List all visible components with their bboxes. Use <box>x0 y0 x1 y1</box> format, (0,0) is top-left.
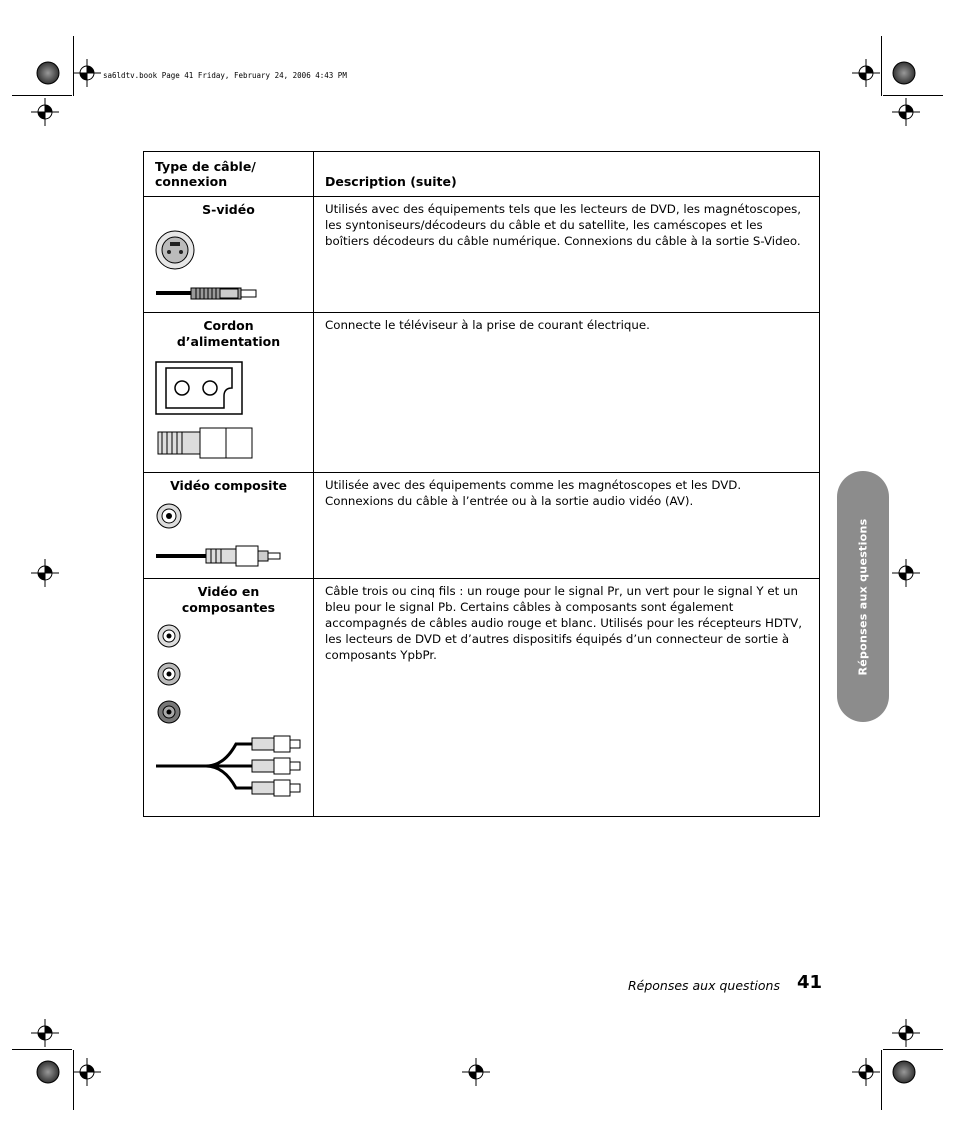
table-row <box>144 313 820 473</box>
cable-description: Câble trois ou cinq fils : un rouge pour le signal Pr, un vert pour le signal Y et un bleu pour le signal Pb. Certains câbles à composants sont également accompagnés de câbles audio rouge et blanc. Utilisés pour les récepteurs HDTV, les lecteurs de DVD et d’autres dispositifs équipés d’un connecteur de sortie à composants YpbPr. <box>325 584 802 662</box>
cable-description: Connecte le téléviseur à la prise de courant électrique. <box>325 318 650 332</box>
print-header: sa6ldtv.book Page 41 Friday, February 24, 2006 4:43 PM <box>103 71 347 80</box>
cable-type-label: S-vidéo <box>202 202 255 217</box>
power-cord-icon <box>144 350 314 468</box>
cable-type-label: Vidéo composite <box>170 478 287 493</box>
table-row <box>144 579 820 817</box>
cable-description: Utilisée avec des équipements comme les magnétoscopes et les DVD. Connexions du câble à l’entrée ou à la sortie audio vidéo (AV). <box>325 478 742 508</box>
type-cell <box>144 197 314 313</box>
component-connectors-icon <box>144 616 314 812</box>
s-video-connector-icon <box>144 218 314 308</box>
type-cell <box>144 473 314 579</box>
column-header-type-line2: connexion <box>155 174 228 189</box>
page-number: 41 <box>797 972 823 993</box>
table-header-row <box>144 152 820 197</box>
cable-type-label-line1: Cordon <box>203 318 254 333</box>
section-side-tab <box>837 471 889 722</box>
table-row <box>144 473 820 579</box>
cable-description: Utilisés avec des équipements tels que les lecteurs de DVD, les magnétoscopes, les syntoniseurs/décodeurs du câble et du satellite, les caméscopes et les boîtiers décodeurs du câble numérique. Connexions du câble à la sortie S-Video. <box>325 202 802 248</box>
side-tab-label: Réponses aux questions <box>856 517 870 676</box>
description-cell <box>314 197 820 313</box>
column-header-type-line1: Type de câble/ <box>155 159 256 174</box>
description-cell <box>314 473 820 579</box>
table-row <box>144 197 820 313</box>
cable-type-label-line1: Vidéo en <box>197 584 260 599</box>
column-header-description: Description (suite) <box>314 152 820 197</box>
type-cell <box>144 313 314 473</box>
description-cell <box>314 579 820 817</box>
cable-type-label-line2: d’alimentation <box>176 334 281 349</box>
cable-table <box>143 151 820 817</box>
composite-connector-icon <box>144 494 314 574</box>
type-cell <box>144 579 314 817</box>
cable-type-label-line2: composantes <box>181 600 276 615</box>
footer-section-title: Réponses aux questions <box>627 978 780 993</box>
description-cell <box>314 313 820 473</box>
column-header-type <box>144 152 314 197</box>
